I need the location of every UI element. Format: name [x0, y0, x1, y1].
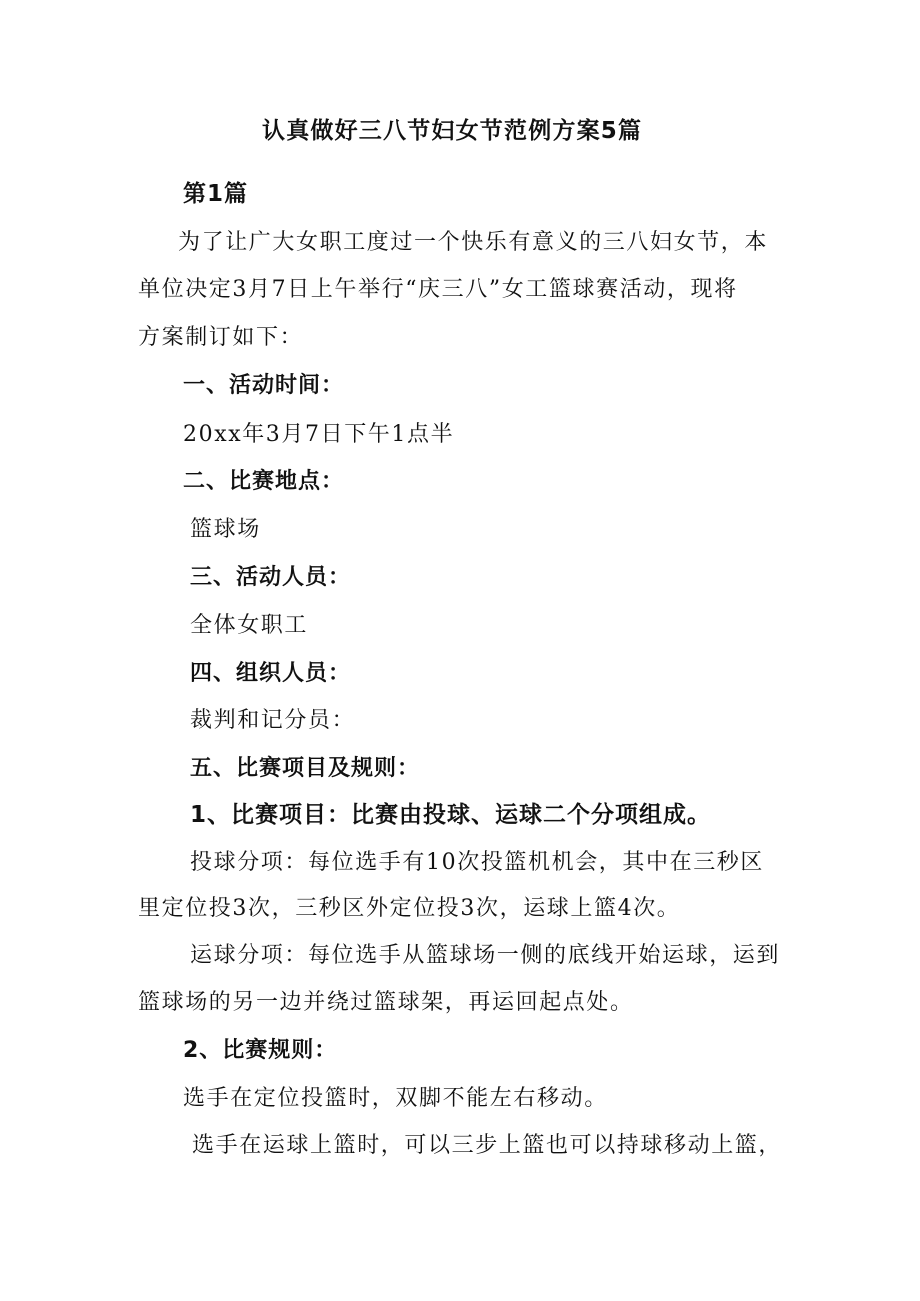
section-heading: 第1篇	[183, 181, 249, 207]
dribbling-line-1: 运球分项：每位选手从篮球场一侧的底线开始运球，运到	[190, 943, 781, 968]
organizers-heading: 四、组织人员：	[190, 661, 352, 686]
intro-line-3: 方案制订如下：	[138, 325, 304, 350]
organizers-value: 裁判和记分员：	[190, 708, 356, 733]
rule-line-2: 选手在运球上篮时，可以三步上篮也可以持球移动上篮，	[192, 1133, 783, 1158]
rule-line-1: 选手在定位投篮时，双脚不能左右移动。	[183, 1086, 608, 1111]
venue-heading: 二、比赛地点：	[183, 469, 345, 494]
shooting-line-1: 投球分项：每位选手有10次投篮机机会，其中在三秒区	[190, 850, 764, 875]
people-value: 全体女职工	[190, 613, 309, 638]
time-value: 20xx年3月7日下午1点半	[183, 422, 455, 447]
events-heading: 1、比赛项目：比赛由投球、运球二个分项组成。	[190, 802, 712, 828]
people-heading: 三、活动人员：	[190, 565, 352, 590]
rules-section-heading: 五、比赛项目及规则：	[190, 756, 421, 781]
intro-line-1: 为了让广大女职工度过一个快乐有意义的三八妇女节，本	[178, 230, 769, 255]
dribbling-line-2: 篮球场的另一边并绕过篮球架，再运回起点处。	[138, 990, 634, 1015]
time-heading: 一、活动时间：	[183, 373, 345, 398]
shooting-line-2: 里定位投3次，三秒区外定位投3次，运球上篮4次。	[138, 896, 681, 921]
rules-heading: 2、比赛规则：	[183, 1038, 338, 1063]
document-title: 认真做好三八节妇女节范例方案5篇	[262, 118, 643, 144]
venue-value: 篮球场	[190, 517, 261, 542]
intro-line-2: 单位决定3月7日上午举行“庆三八”女工篮球赛活动，现将	[138, 277, 738, 302]
